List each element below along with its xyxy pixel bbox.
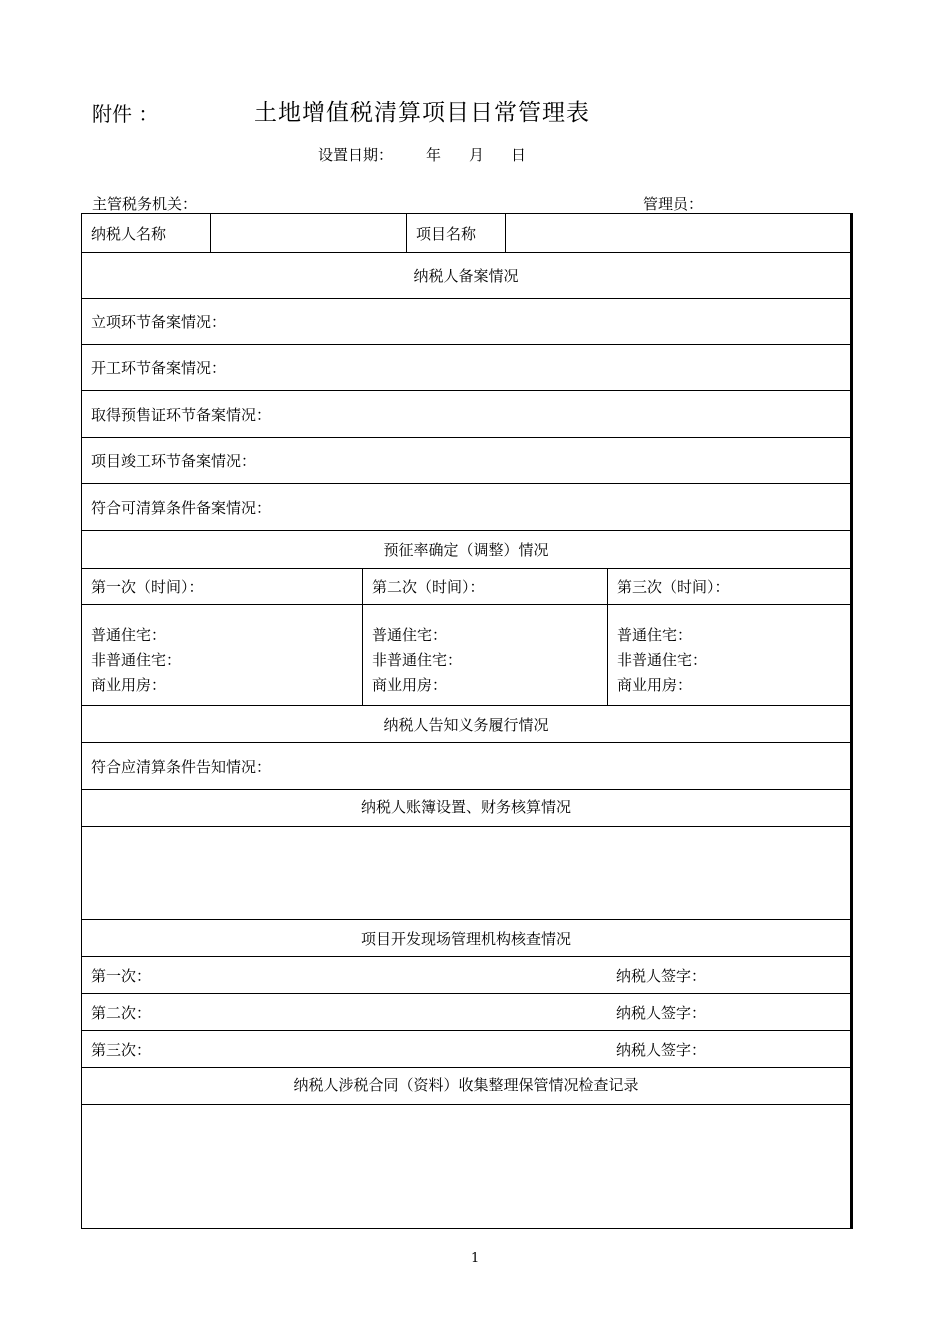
filing-row[interactable] [82, 437, 850, 483]
year-label: 年 [426, 146, 442, 164]
filing-item-liquidation-condition: 符合可清算条件备案情况： [91, 498, 272, 517]
notice-section-header [82, 705, 850, 742]
prepay-first-time-label: 第一次（时间）： [91, 578, 204, 596]
commercial-housing-label: 商业用房： [372, 676, 448, 694]
prepay-second-rates[interactable] [362, 605, 607, 705]
taxpayer-name-field[interactable] [210, 214, 406, 252]
prepay-section-header [82, 530, 850, 568]
contracts-notes-field[interactable] [82, 1105, 850, 1228]
commercial-housing-label: 商业用房： [91, 676, 167, 694]
tax-authority-label: 主管税务机关： [92, 195, 198, 213]
accounting-content-area[interactable] [82, 826, 850, 919]
accounting-section-title: 纳税人账簿设置、财务核算情况 [360, 798, 571, 816]
name-row [82, 214, 850, 252]
commercial-housing-label: 商业用房： [617, 676, 693, 694]
non-ordinary-housing-label: 非普通住宅： [617, 651, 708, 669]
attachment-label: 附件 ： [92, 102, 159, 126]
page-title: 土地增值税清算项目日常管理表 [254, 100, 590, 126]
onsite-check-row[interactable] [82, 956, 850, 993]
prepay-rate-row [82, 604, 850, 705]
prepay-third-time-label: 第三次（时间）： [607, 569, 850, 604]
filing-item-construction-start: 开工环节备案情况： [91, 359, 227, 377]
onsite-check-row[interactable] [82, 993, 850, 1030]
ordinary-housing-label: 普通住宅： [617, 626, 693, 644]
filing-section-title: 纳税人备案情况 [413, 267, 519, 285]
onsite-check-label: 第一次： [91, 966, 152, 985]
prepay-second-time-label: 第二次（时间）： [362, 569, 607, 604]
taxpayer-signature-label: 纳税人签字： [616, 1040, 707, 1059]
filing-row[interactable] [82, 344, 850, 390]
onsite-check-row[interactable] [82, 1030, 850, 1067]
taxpayer-name-label: 纳税人名称 [91, 224, 167, 243]
accounting-notes-field[interactable] [82, 827, 850, 919]
non-ordinary-housing-label: 非普通住宅： [372, 651, 463, 669]
ordinary-housing-label: 普通住宅： [91, 626, 167, 644]
taxpayer-signature-label: 纳税人签字： [616, 1003, 707, 1022]
onsite-check-label: 第三次： [91, 1040, 152, 1059]
contracts-section-title: 纳税人涉税合同（资料）收集整理保管情况检查记录 [293, 1076, 639, 1094]
contracts-content-area[interactable] [82, 1104, 850, 1228]
onsite-section-header [82, 919, 850, 956]
day-label: 日 [511, 146, 527, 164]
prepay-third-rates[interactable] [607, 605, 850, 705]
filing-item-project-approval: 立项环节备案情况： [91, 313, 227, 331]
prepay-section-title: 预征率确定（调整）情况 [383, 541, 549, 559]
onsite-section-title: 项目开发现场管理机构核查情况 [360, 929, 571, 948]
month-label: 月 [469, 146, 485, 164]
manager-label: 管理员： [643, 195, 704, 213]
filing-row[interactable] [82, 298, 850, 344]
filing-section-header [82, 252, 850, 298]
taxpayer-signature-label: 纳税人签字： [616, 966, 707, 985]
accounting-section-header [82, 789, 850, 826]
filing-item-presale-permit: 取得预售证环节备案情况： [91, 405, 272, 424]
page-number: 1 [471, 1251, 480, 1266]
prepay-time-row [82, 568, 850, 604]
filing-row[interactable] [82, 390, 850, 437]
set-date-label: 设置日期： [318, 146, 394, 164]
filing-row[interactable] [82, 483, 850, 530]
notice-section-title: 纳税人告知义务履行情况 [383, 715, 549, 734]
prepay-first-rates[interactable] [82, 605, 362, 705]
project-name-field[interactable] [505, 214, 850, 252]
non-ordinary-housing-label: 非普通住宅： [91, 651, 182, 669]
contracts-section-header [82, 1067, 850, 1104]
management-form-table [81, 213, 853, 1229]
project-name-label: 项目名称 [406, 214, 505, 252]
onsite-check-label: 第二次： [91, 1003, 152, 1022]
notice-item: 符合应清算条件告知情况： [91, 757, 272, 776]
notice-row[interactable] [82, 742, 850, 789]
filing-item-project-completion: 项目竣工环节备案情况： [91, 452, 257, 470]
ordinary-housing-label: 普通住宅： [372, 626, 448, 644]
